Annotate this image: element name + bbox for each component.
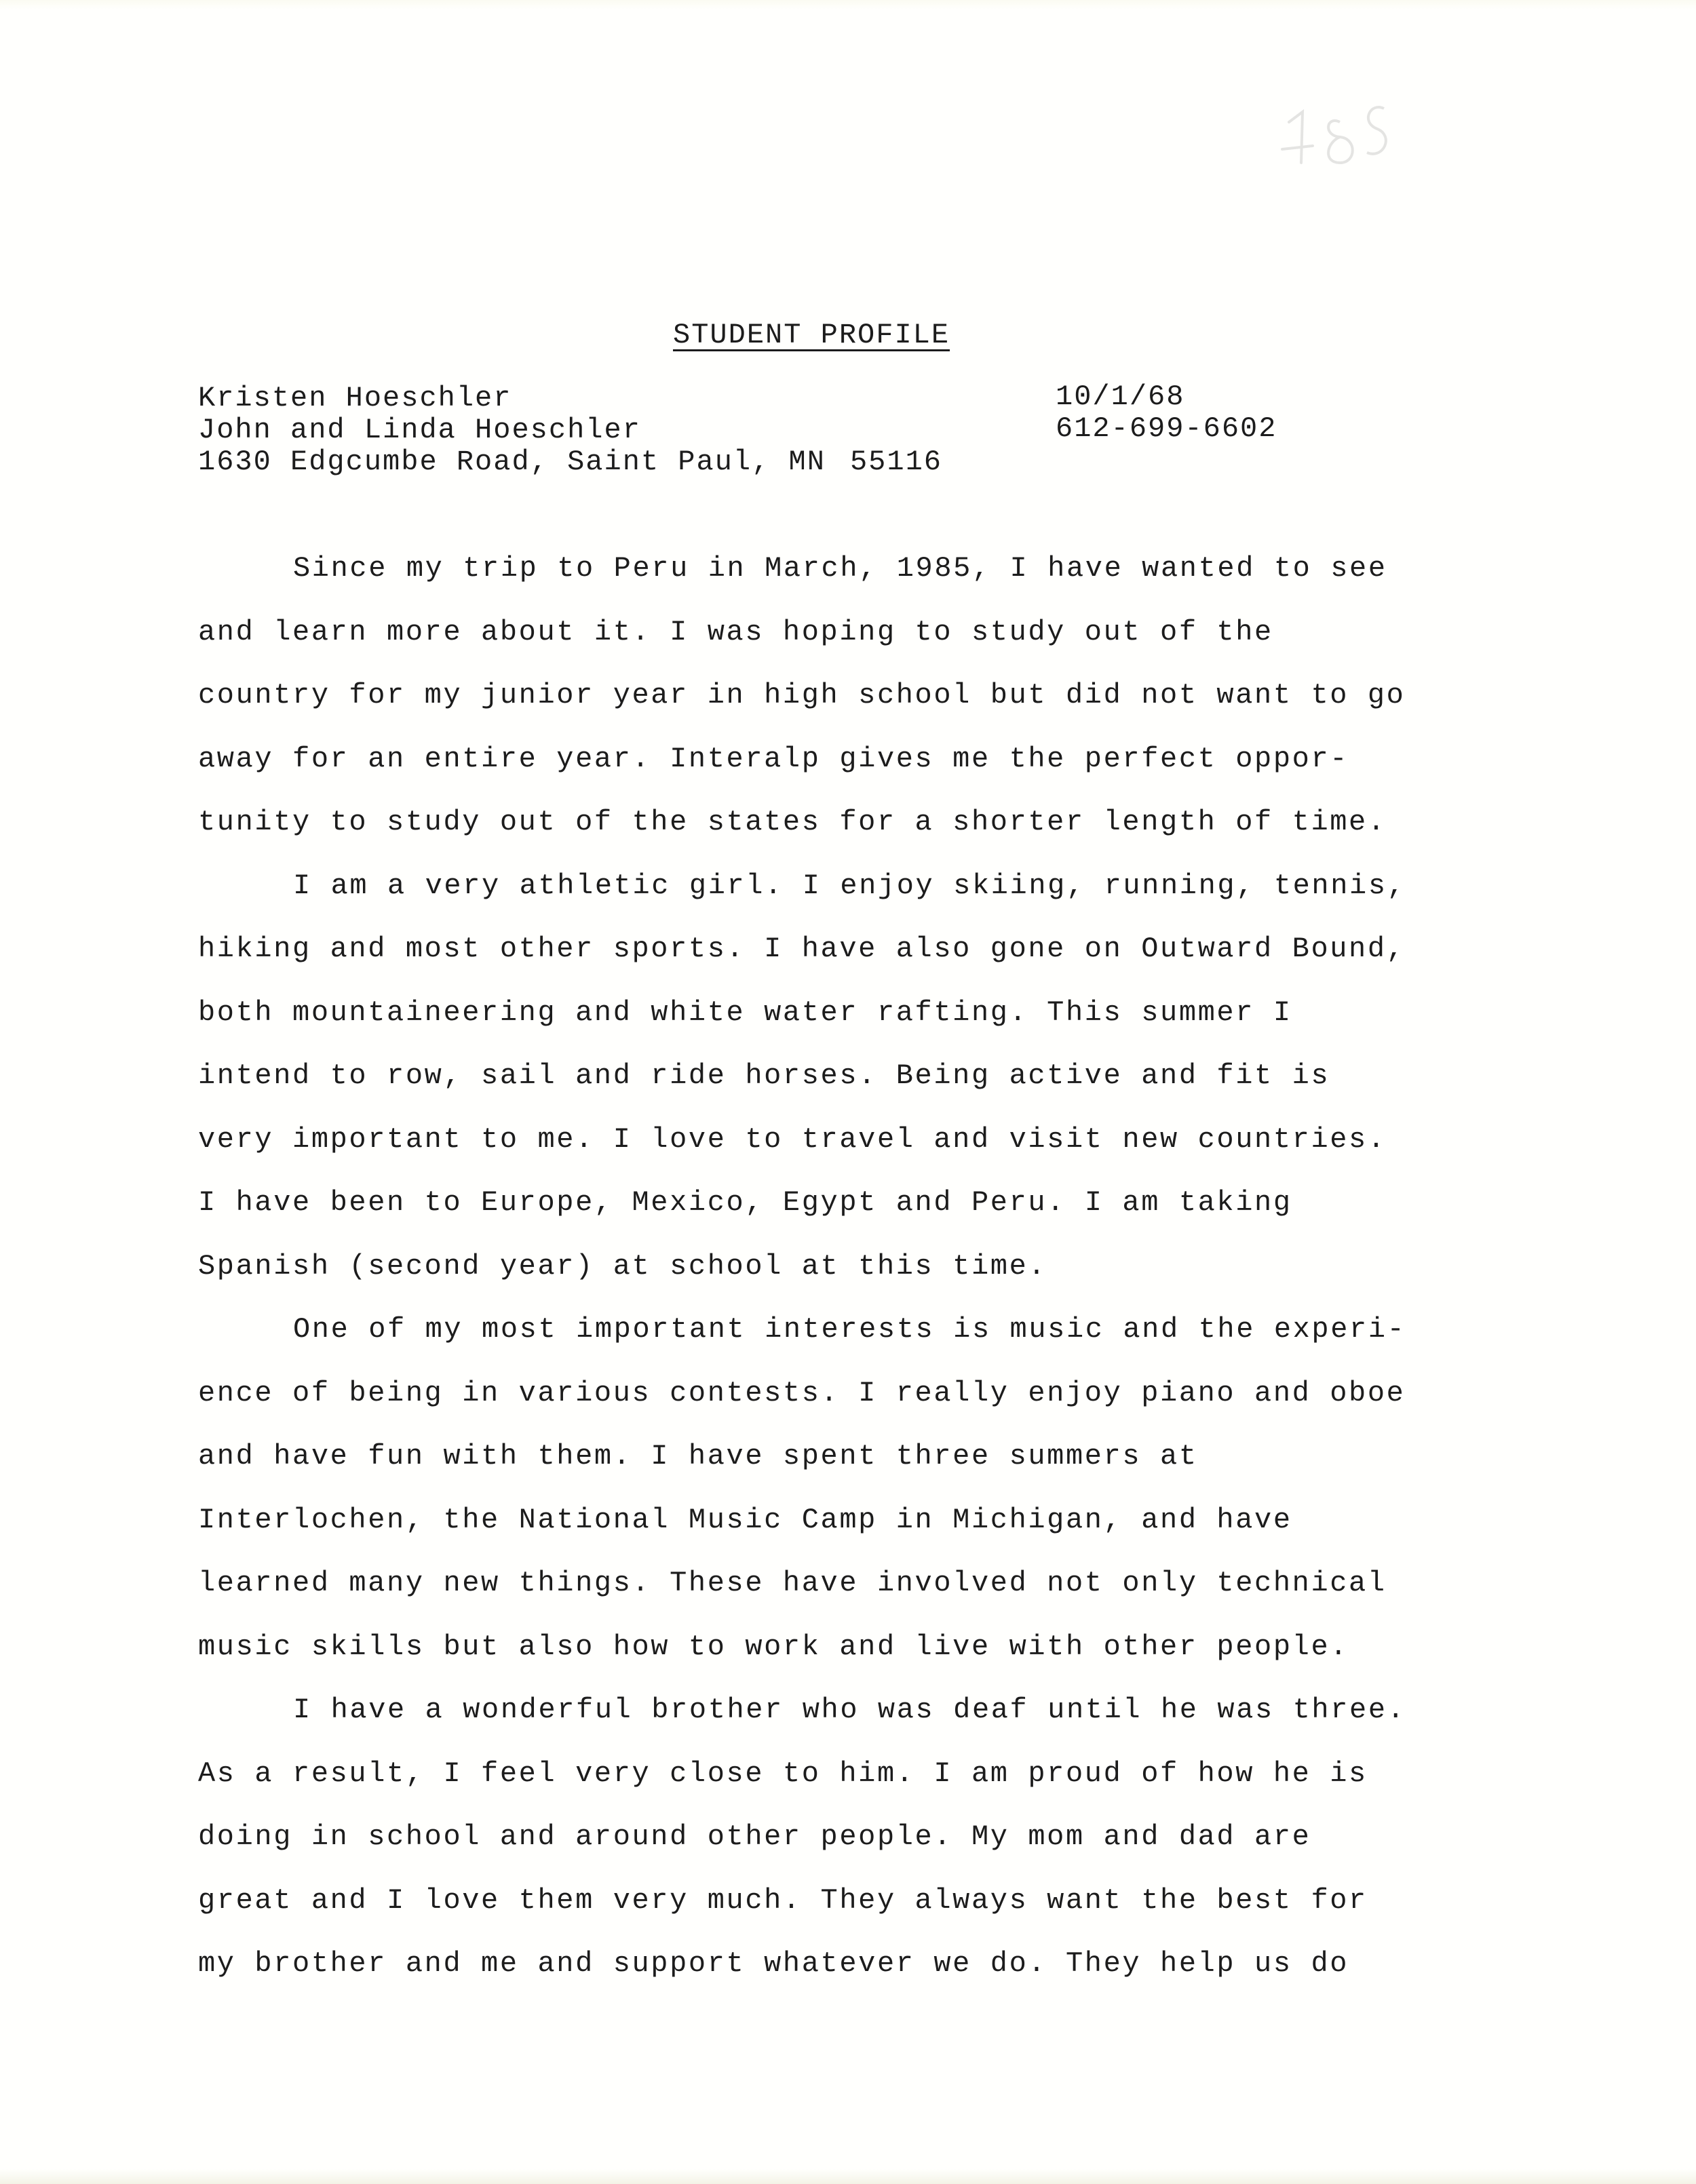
text-line: intend to row, sail and ride horses. Being active and fit is: [198, 1059, 1330, 1092]
text-line: ence of being in various contests. I really enjoy piano and oboe: [198, 1376, 1406, 1409]
text-line: tunity to study out of the states for a shorter length of time.: [198, 806, 1387, 838]
text-line: and learn more about it. I was hoping to study out of the: [198, 615, 1273, 648]
text-line: Interlochen, the National Music Camp in Michigan, and have: [198, 1503, 1292, 1536]
birth-date: 10/1/68: [1056, 381, 1185, 413]
text-line: As a result, I feel very close to him. I am proud of how he is: [198, 1757, 1368, 1790]
text-line: my brother and me and support whatever we do. They help us do: [198, 1947, 1349, 1980]
profile-body: [198, 537, 1406, 1996]
address-line: [198, 446, 942, 478]
text-line: I have a wonderful brother who was deaf until he was three.: [293, 1694, 1406, 1726]
zip-code: 55116: [849, 446, 942, 478]
student-name: Kristen Hoeschler: [198, 382, 512, 414]
text-line: I am a very athletic girl. I enjoy skiing, running, tennis,: [293, 869, 1406, 902]
text-line: music skills but also how to work and live with other people.: [198, 1630, 1349, 1663]
text-line: country for my junior year in high school but did not want to go: [198, 679, 1406, 711]
contact-block: [1056, 381, 1277, 445]
text-line: Spanish (second year) at school at this time.: [198, 1249, 1047, 1283]
page-edge: [0, 2169, 1696, 2184]
text-line: doing in school and around other people. My mom and dad are: [198, 1820, 1311, 1853]
street-address: 1630 Edgcumbe Road, Saint Paul, MN: [198, 446, 826, 478]
text-line: Since my trip to Peru in March, 1985, I have wanted to see: [293, 552, 1387, 585]
parent-names: John and Linda Hoeschler: [198, 414, 641, 446]
text-line: learned many new things. These have involved not only technical: [198, 1567, 1387, 1599]
text-line: One of my most important interests is music and the experi-: [293, 1313, 1406, 1346]
text-line: away for an entire year. Interalp gives me the perfect oppor-: [198, 742, 1349, 775]
phone-number: 612-699-6602: [1056, 412, 1277, 445]
pencil-margin-mark: [1275, 95, 1398, 176]
text-line: and have fun with them. I have spent three summers at: [198, 1440, 1198, 1473]
text-line: hiking and most other sports. I have also gone on Outward Bound,: [198, 933, 1406, 965]
text-line: both mountaineering and white water rafting. This summer I: [198, 996, 1292, 1029]
document-title: STUDENT PROFILE: [673, 319, 950, 351]
text-line: great and I love them very much. They always want the best for: [198, 1884, 1368, 1917]
text-line: I have been to Europe, Mexico, Egypt and Peru. I am taking: [198, 1186, 1292, 1219]
student-info-block: [198, 383, 942, 478]
text-line: very important to me. I love to travel and visit new countries.: [198, 1123, 1387, 1156]
